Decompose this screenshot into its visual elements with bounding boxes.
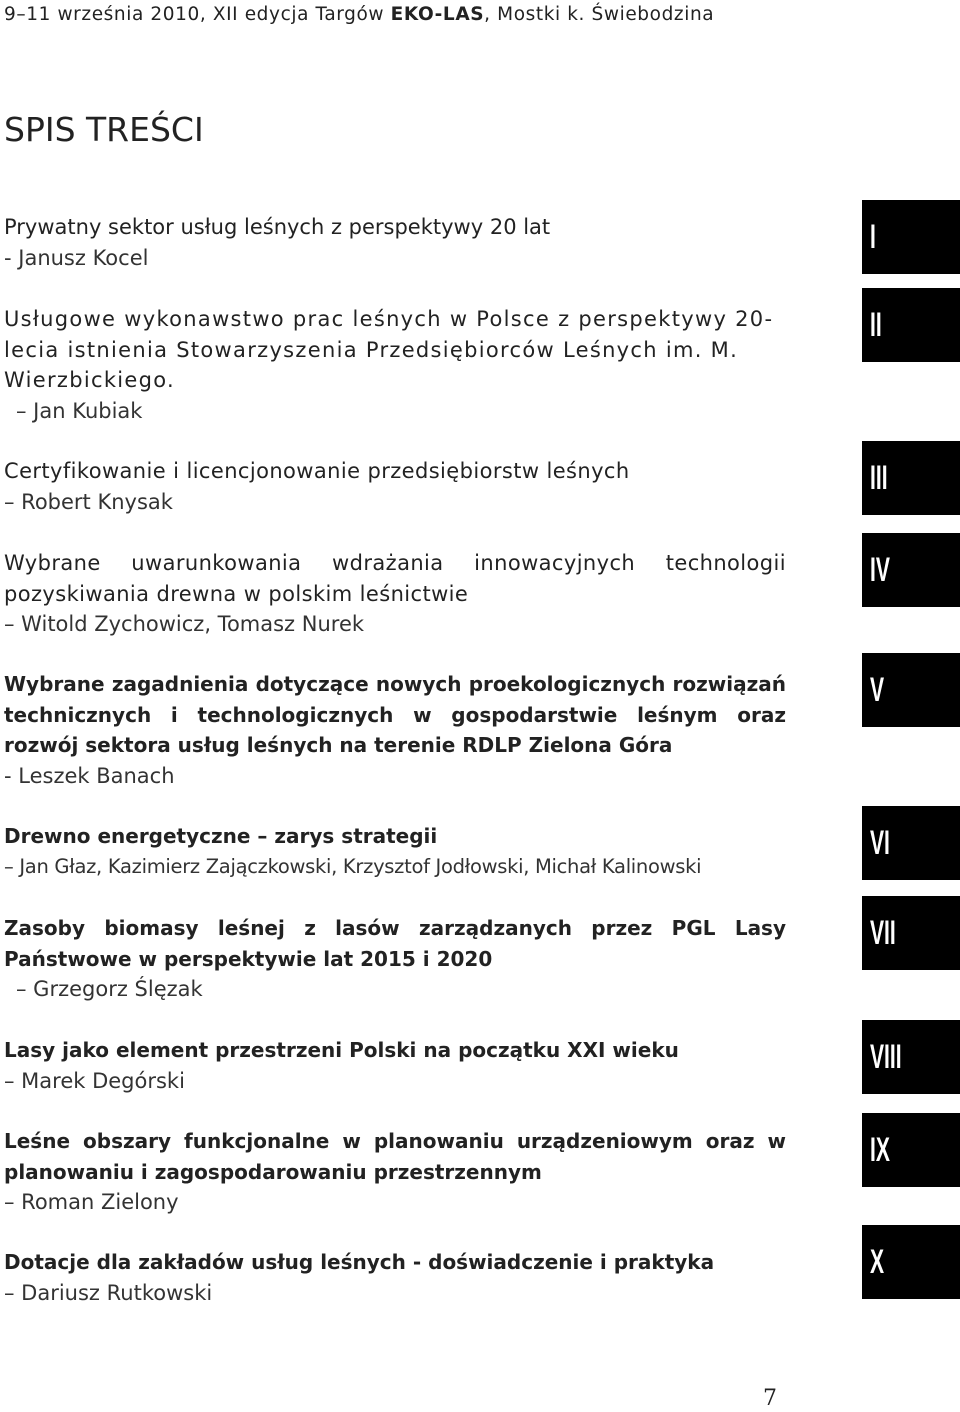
- running-header: [4, 2, 864, 28]
- section-badge-7[interactable]: VII: [862, 896, 960, 970]
- toc-entry-3[interactable]: [4, 456, 786, 517]
- entry-author: - Janusz Kocel: [4, 245, 149, 270]
- entry-author: – Witold Zychowicz, Tomasz Nurek: [4, 612, 365, 636]
- section-badge-1[interactable]: I: [862, 200, 960, 274]
- page-number: 7: [763, 1386, 777, 1411]
- section-badge-5[interactable]: V: [862, 653, 960, 727]
- entry-author: – Jan Głaz, Kazimierz Zajączkowski, Krzysztof Jodłowski, Michał Kalinowski: [4, 854, 702, 878]
- entry-author: – Robert Knysak: [4, 489, 173, 514]
- header-location: , Mostki k. Świebodzina: [484, 4, 715, 25]
- page-title: SPIS TREŚCI: [4, 110, 204, 149]
- entry-author: - Leszek Banach: [4, 763, 175, 788]
- toc-entry-5[interactable]: [4, 669, 786, 791]
- section-badge-6[interactable]: VI: [862, 806, 960, 880]
- entry-author: – Grzegorz Ślęzak: [16, 977, 203, 1001]
- entry-title: Prywatny sektor usług leśnych z perspektywy 20 lat: [4, 215, 551, 239]
- entry-title: Wybrane zagadnienia dotyczące nowych proekologicznych rozwiązań technicznych i technologicznych w gospodarstwie leśnym oraz rozwój sektora usług leśnych na terenie RDLP Zielona Góra: [4, 672, 786, 757]
- entry-author: – Jan Kubiak: [16, 398, 143, 423]
- toc-entry-10[interactable]: [4, 1247, 786, 1308]
- section-badge-9[interactable]: IX: [862, 1113, 960, 1187]
- header-date-edition: 9–11 września 2010, XII edycja Targów: [4, 4, 391, 25]
- header-brand: EKO-LAS: [390, 4, 485, 25]
- entry-title: Lasy jako element przestrzeni Polski na początku XXI wieku: [4, 1038, 679, 1062]
- section-badge-10[interactable]: X: [862, 1225, 960, 1299]
- toc-entry-1[interactable]: [4, 212, 786, 273]
- section-badge-4[interactable]: IV: [862, 533, 960, 607]
- toc-entry-7[interactable]: [4, 913, 786, 1005]
- entry-author: – Roman Zielony: [4, 1190, 179, 1214]
- toc-entry-6[interactable]: [4, 821, 786, 882]
- toc-entry-2[interactable]: [4, 304, 786, 426]
- entry-title: Drewno energetyczne – zarys strategii: [4, 824, 438, 848]
- section-badge-8[interactable]: VIII: [862, 1020, 960, 1094]
- entry-title: Zasoby biomasy leśnej z lasów zarządzanych przez PGL Lasy Państwowe w perspektywie lat 2015 i 2020: [4, 916, 786, 971]
- section-badge-2[interactable]: II: [862, 288, 960, 362]
- entry-title: Leśne obszary funkcjonalne w planowaniu urządzeniowym oraz w planowaniu i zagospodarowaniu przestrzennym: [4, 1129, 786, 1184]
- entry-author: – Marek Degórski: [4, 1068, 185, 1093]
- section-badge-3[interactable]: III: [862, 441, 960, 515]
- toc-entry-4[interactable]: [4, 548, 786, 640]
- entry-title: Usługowe wykonawstwo prac leśnych w Polsce z perspektywy 20-lecia istnienia Stowarzyszenia Przedsiębiorców Leśnych im. M. Wierzbickiego.: [4, 307, 774, 392]
- entry-author: – Dariusz Rutkowski: [4, 1280, 213, 1305]
- entry-title: Certyfikowanie i licencjonowanie przedsiębiorstw leśnych: [4, 459, 630, 483]
- toc-entry-9[interactable]: [4, 1126, 786, 1218]
- entry-title: Dotacje dla zakładów usług leśnych - doświadczenie i praktyka: [4, 1250, 715, 1274]
- entry-title: Wybrane uwarunkowania wdrażania innowacyjnych technologii pozyskiwania drewna w polskim leśnictwie: [4, 551, 786, 606]
- toc-entry-8[interactable]: [4, 1035, 786, 1096]
